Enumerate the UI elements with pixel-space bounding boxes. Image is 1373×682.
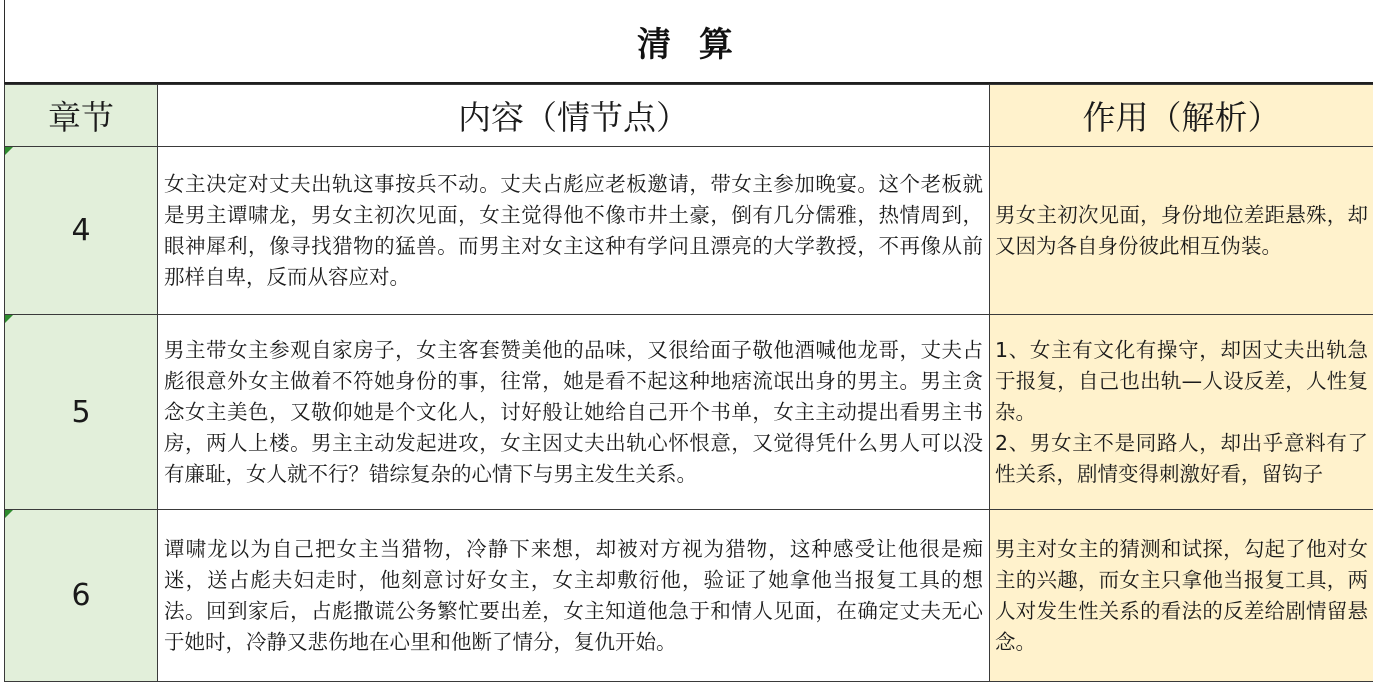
effect-text: 2、男女主不是同路人，却出乎意料有了性关系，剧情变得刺激好看，留钩子 (995, 430, 1368, 486)
header-content[interactable]: 内容（情节点） (158, 85, 990, 147)
effect-cell[interactable] (990, 315, 1373, 510)
cell-comment-marker-icon (5, 315, 13, 323)
effect-text: 男主对女主的猜测和试探，勾起了他对女主的兴趣，而女主只拿他当报复工具，两人对发生性关系的看法的反差给剧情留悬念。 (995, 536, 1368, 654)
effect-text: 1、女主有文化有操守，却因丈夫出轨急于报复，自己也出轨—人设反差，人性复杂。 (995, 337, 1368, 424)
table-row (5, 510, 1373, 682)
table-row (5, 315, 1373, 510)
header-row (5, 85, 1373, 147)
cell-comment-marker-icon (5, 510, 13, 518)
chapter-cell[interactable] (5, 315, 158, 510)
chapter-number: 5 (71, 394, 91, 430)
chapter-number: 6 (71, 578, 91, 613)
effect-cell[interactable] (990, 147, 1373, 315)
table-row (5, 147, 1373, 315)
chapter-cell[interactable] (5, 510, 158, 682)
plot-table (4, 84, 1373, 682)
content-cell[interactable]: 女主决定对丈夫出轨这事按兵不动。丈夫占彪应老板邀请，带女主参加晚宴。这个老板就是男主谭啸龙，男女主初次见面，女主觉得他不像市井土豪，倒有几分儒雅，热情周到，眼神犀利，像寻找猎物的猛兽。而男主对女主这种有学问且漂亮的大学教授，不再像从前那样自卑，反而从容应对。 (158, 147, 990, 315)
cell-comment-marker-icon (5, 147, 13, 155)
sheet-title: 清 算 (637, 24, 741, 65)
chapter-number: 4 (71, 213, 91, 248)
chapter-cell[interactable] (5, 147, 158, 315)
content-cell[interactable]: 男主带女主参观自家房子，女主客套赞美他的品味，又很给面子敬他酒喊他龙哥，丈夫占彪很意外女主做着不符她身份的事，往常，她是看不起这种地痞流氓出身的男主。男主贪念女主美色，又敬仰她是个文化人，讨好般让她给自己开个书单，女主主动提出看男主书房，两人上楼。男主主动发起进攻，女主因丈夫出轨心怀恨意，又觉得凭什么男人可以没有廉耻，女人就不行？错综复杂的心情下与男主发生关系。 (158, 315, 990, 510)
title-row (4, 0, 1373, 84)
header-effect[interactable]: 作用（解析） (990, 85, 1373, 147)
effect-text: 男女主初次见面，身份地位差距悬殊，却又因为各自身份彼此相互伪装。 (995, 202, 1368, 258)
effect-cell[interactable] (990, 510, 1373, 682)
content-cell[interactable]: 谭啸龙以为自己把女主当猎物，冷静下来想，却被对方视为猎物，这种感受让他很是痴迷，送占彪夫妇走时，他刻意讨好女主，女主却敷衍他，验证了她拿他当报复工具的想法。回到家后，占彪撒谎公务繁忙要出差，女主知道他急于和情人见面，在确定丈夫无心于她时，冷静又悲伤地在心里和他断了情分，复仇开始。 (158, 510, 990, 682)
header-chapter[interactable]: 章节 (5, 85, 158, 147)
